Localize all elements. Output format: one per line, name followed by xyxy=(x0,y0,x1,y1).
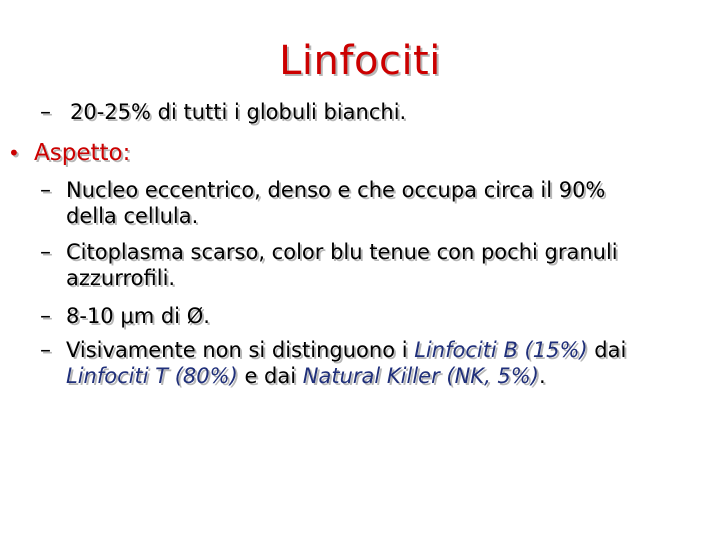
section-bullet: • xyxy=(8,141,20,165)
item-4-pre: Visivamente non si distinguono i xyxy=(66,338,415,362)
intro-text: 20-25% di tutti i globuli bianchi. xyxy=(70,100,407,124)
item-dash: – xyxy=(40,178,51,203)
natural-killer-label: Natural Killer (NK, 5%) xyxy=(302,364,539,388)
item-1-line-2: della cellula. xyxy=(66,204,199,228)
item-3-pre: 8-10 xyxy=(66,304,121,328)
item-3-mid: di xyxy=(154,304,187,328)
diameter-symbol: Ø xyxy=(186,304,204,328)
item-2-line-2: azzurrofili. xyxy=(66,266,176,290)
linfociti-t-label: Linfociti T (80%) xyxy=(66,364,238,388)
item-4-line-2 xyxy=(66,364,546,388)
item-dash: – xyxy=(40,240,51,265)
item-2-line-1: Citoplasma scarso, color blu tenue con pochi granuli xyxy=(66,240,618,264)
item-1-line-1: Nucleo eccentrico, denso e che occupa circa il 90% xyxy=(66,178,606,202)
item-4-line-1 xyxy=(66,338,626,362)
item-dash: – xyxy=(40,304,51,329)
item-dash: – xyxy=(40,338,51,363)
item-4-mid: e dai xyxy=(237,364,303,388)
item-3-post: . xyxy=(203,304,210,328)
micrometer-unit: μm xyxy=(120,304,155,328)
intro-dash: – xyxy=(40,100,51,125)
slide-title: Linfociti xyxy=(279,38,441,84)
item-4-post: dai xyxy=(587,338,627,362)
item-3-line-1 xyxy=(66,304,210,328)
section-heading: Aspetto: xyxy=(34,140,131,166)
linfociti-b-label: Linfociti B (15%) xyxy=(414,338,588,362)
item-4-end: . xyxy=(538,364,546,388)
